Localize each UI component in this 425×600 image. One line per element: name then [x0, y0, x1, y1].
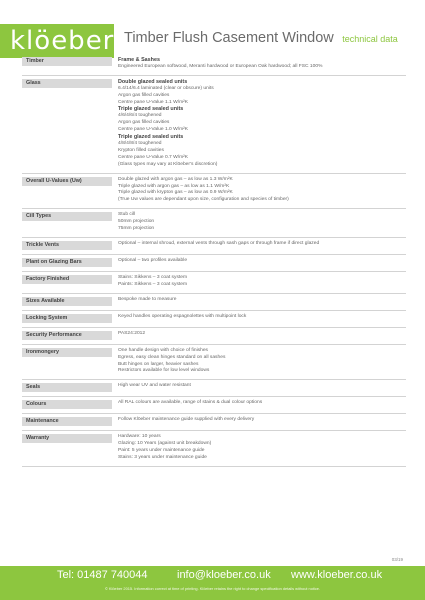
spec-line: One handle design with choice of finishes: [118, 347, 208, 353]
spec-row: [22, 345, 406, 381]
spec-value: [118, 417, 406, 426]
spec-row: [22, 54, 406, 76]
spec-label: Locking System: [22, 314, 112, 323]
spec-line: Optional – internal shroud, external vents through sash gaps or through frame if direct glazed: [118, 240, 320, 246]
spec-line: Centre pane U-Value 0.7 W/m²K: [118, 154, 189, 160]
spec-table: [22, 54, 406, 467]
spec-row: [22, 209, 406, 238]
spec-line: Follow Klöeber maintenance guide supplied with every delivery: [118, 417, 255, 423]
spec-line: Krypton filled cavities: [118, 147, 164, 153]
spec-subheading: Triple glazed sealed units: [118, 106, 184, 113]
spec-label: Seals: [22, 383, 112, 392]
spec-row: [22, 431, 406, 467]
spec-line: Optional – two profiles available: [118, 257, 188, 263]
spec-line: 6.4/14/6.4 laminated (clear or obscure) units: [118, 85, 214, 91]
spec-line: 4/8/4/8/4 toughened: [118, 140, 162, 146]
spec-subheading: Frame & Sashes: [118, 57, 160, 63]
spec-row: [22, 238, 406, 255]
spec-label: Trickle Vents: [22, 241, 112, 250]
spec-label: Glass: [22, 79, 112, 88]
spec-label: Security Performance: [22, 331, 112, 340]
spec-line: 50mm projection: [118, 219, 155, 225]
spec-line: Stub cill: [118, 212, 136, 218]
spec-row: [22, 76, 406, 174]
spec-value: [118, 314, 406, 323]
spec-label: Colours: [22, 400, 112, 409]
spec-value: [118, 258, 406, 267]
spec-line: Argon gas filled cavities: [118, 92, 170, 98]
spec-line: Restrictors available for low level windows: [118, 368, 210, 374]
spec-value: [118, 331, 406, 340]
spec-row: [22, 414, 406, 431]
document-subtitle: technical data: [342, 34, 398, 44]
footer-website-link[interactable]: www.kloeber.co.uk: [291, 569, 383, 581]
spec-label: Overall U-Values (Uw): [22, 177, 112, 186]
spec-value: [118, 57, 406, 71]
spec-value: [118, 275, 406, 289]
spec-line: (True Uw values are dependant upon size, configuration and species of timber): [118, 197, 289, 203]
spec-label: Plant on Glazing Bars: [22, 258, 112, 267]
spec-value: [118, 177, 406, 205]
spec-line: Argon gas filled cavities: [118, 120, 170, 126]
spec-line: Stains: Sikkens – 3 coat system: [118, 274, 188, 280]
spec-label: Cill Types: [22, 212, 112, 221]
document-title: Timber Flush Casement Window: [124, 30, 334, 46]
spec-line: High wear UV and water resistant: [118, 383, 191, 389]
spec-label: Sizes Available: [22, 297, 112, 306]
spec-label: Timber: [22, 57, 112, 66]
footer-legal-text: © Klöeber 2015. Information correct at time of printing. Klöeber retains the right to change specification details without notice.: [104, 586, 321, 591]
spec-line: 4/6/4/6/4 toughened: [118, 113, 162, 119]
spec-line: Paint: 5 years under maintenance guide: [118, 448, 205, 454]
spec-row: [22, 174, 406, 210]
spec-row: [22, 397, 406, 414]
spec-value: [118, 212, 406, 233]
spec-line: Glazing: 10 Years (against unit breakdown): [118, 441, 212, 447]
spec-line: Centre pane U-Value 1.1 W/m²K: [118, 99, 189, 105]
spec-row: [22, 328, 406, 345]
spec-value: [118, 241, 406, 250]
spec-label: Ironmongery: [22, 348, 112, 357]
spec-line: Centre pane U-Value 1.0 W/m²K: [118, 127, 189, 133]
spec-value: [118, 79, 406, 169]
spec-line: (Glass types may vary at Klöeber's discretion): [118, 161, 218, 167]
spec-label: Maintenance: [22, 417, 112, 426]
spec-value: [118, 348, 406, 376]
spec-value: [118, 297, 406, 306]
spec-value: [118, 383, 406, 392]
spec-line: Triple glazed with argon gas – as low as 1.1 W/m²K: [118, 183, 230, 189]
spec-line: Double glazed with argon gas – as low as 1.3 W/m²K: [118, 176, 233, 182]
page-number: 03/19: [391, 557, 403, 562]
spec-row: [22, 294, 406, 311]
spec-line: Paints: Sikkens – 3 coat system: [118, 281, 188, 287]
spec-line: PAS24:2012: [118, 330, 146, 336]
kloeber-logo: klöeber: [0, 24, 114, 58]
spec-line: 75mm projection: [118, 226, 155, 232]
spec-value: [118, 434, 406, 462]
footer-telephone[interactable]: Tel: 01487 740044: [57, 569, 148, 581]
footer: [0, 566, 425, 600]
spec-line: Triple glazed with krypton gas – as low as 0.9 W/m²K: [118, 190, 233, 196]
spec-line: Egress, easy clean hinges standard on all sashes: [118, 354, 226, 360]
spec-subheading: Double glazed sealed units: [118, 78, 188, 85]
spec-line: Bespoke made to measure: [118, 296, 177, 302]
spec-line: All RAL colours are available, range of stains & dual colour options: [118, 400, 263, 406]
spec-line: Engineered European softwood, Meranti hardwood or European Oak hardwood; all FSC 100%: [118, 63, 323, 69]
spec-label: Factory Finished: [22, 275, 112, 284]
spec-line: Butt hinges on larger, heavier sashes: [118, 361, 199, 367]
spec-label: Warranty: [22, 434, 112, 443]
spec-row: [22, 255, 406, 272]
spec-row: [22, 272, 406, 294]
spec-line: Hardware: 10 years: [118, 434, 161, 440]
spec-value: [118, 400, 406, 409]
footer-email-link[interactable]: info@kloeber.co.uk: [177, 569, 271, 581]
spec-subheading: Triple glazed sealed units: [118, 134, 184, 141]
spec-line: Keyed handles operating espagnolettes with multipoint lock: [118, 313, 247, 319]
spec-row: [22, 380, 406, 397]
spec-row: [22, 311, 406, 328]
spec-line: Stains: 3 years under maintenance guide: [118, 455, 207, 461]
title-block: [124, 29, 398, 47]
